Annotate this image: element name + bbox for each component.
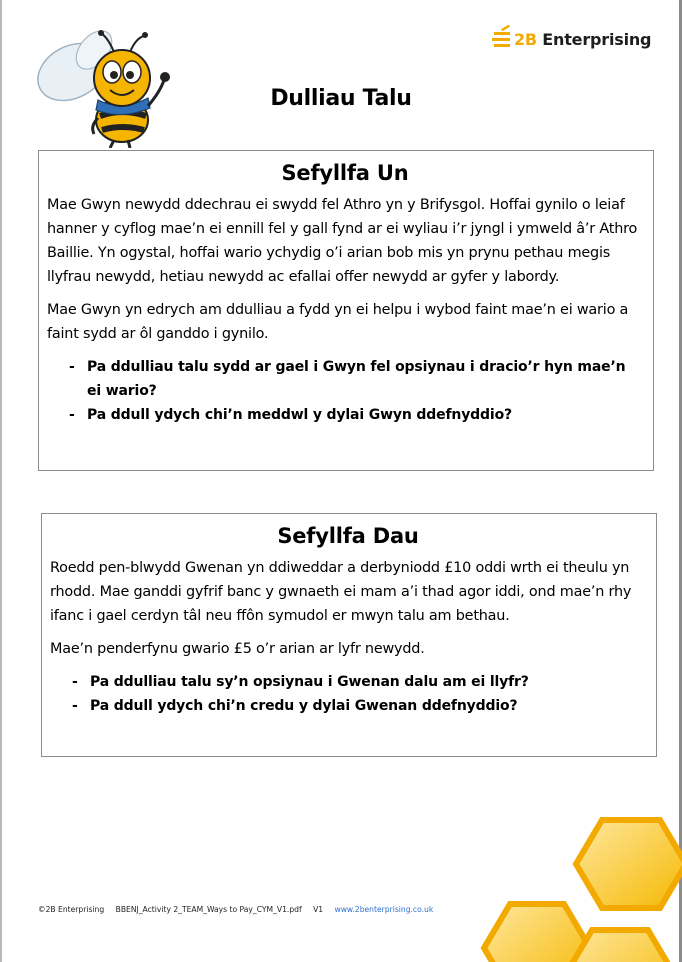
scenario-box-two xyxy=(41,513,657,757)
question-text: Pa ddulliau talu sy’n opsiynau i Gwenan dalu am ei llyfr? xyxy=(90,674,529,690)
honeycomb-hexagons-icon xyxy=(472,812,682,962)
list-dash: - xyxy=(72,698,78,714)
scenario-box-one xyxy=(38,150,654,471)
question-list xyxy=(50,670,646,718)
question-text: Pa ddulliau talu sydd ar gael i Gwyn fel opsiynau i dracio’r hyn mae’n ei wario? xyxy=(87,359,626,399)
list-dash: - xyxy=(69,407,75,423)
footer-url-link[interactable]: www.2benterprising.co.uk xyxy=(334,905,434,914)
page-title: Dulliau Talu xyxy=(270,86,412,111)
question-item xyxy=(69,403,643,427)
scenario-paragraph: Roedd pen-blwydd Gwenan yn ddiweddar a derbyniodd £10 oddi wrth ei theulu yn rhodd. Mae ganddi gyfrif banc y gwnaeth ei mam a’i thad agor iddi, ond mae’n rhy ifanc i gael cerdyn tâl neu ffôn symudol er mwyn talu am bethau. xyxy=(50,560,632,624)
question-item xyxy=(69,355,643,403)
brand-name xyxy=(514,30,651,49)
footer-version: V1 xyxy=(313,905,324,914)
brand-name-prefix: 2B xyxy=(514,29,537,49)
scenario-paragraph: Mae Gwyn yn edrych am ddulliau a fydd yn ei helpu i wybod faint mae’n ei wario a faint sydd ar ôl ganddo i gynilo. xyxy=(47,302,629,342)
list-dash: - xyxy=(69,359,75,375)
question-text: Pa ddull ydych chi’n credu y dylai Gwenan ddefnyddio? xyxy=(90,698,518,714)
list-dash: - xyxy=(72,674,78,690)
brand-bars-icon xyxy=(492,24,514,54)
scenario-paragraph: Mae Gwyn newydd ddechrau ei swydd fel Athro yn y Brifysgol. Hoffai gynilo o leiaf hanner y cyflog mae’n ei ennill fel y gall fynd ar ei wyliau i’r jyngl i ymweld â’r Athro Baillie. Yn ogystal, hoffai wario ychydig o’i arian bob mis yn prynu pethau megis llyfrau newydd, hetiau newydd ac efallai offer newydd ar gyfer y labordy. xyxy=(47,197,638,285)
footer-copyright: ©2B Enterprising xyxy=(38,905,105,914)
question-item xyxy=(72,670,646,694)
brand-name-suffix: Enterprising xyxy=(536,29,652,49)
scenario-title: Sefyllfa Dau xyxy=(277,524,419,548)
question-list xyxy=(47,355,643,427)
page-footer xyxy=(38,905,442,914)
bee-mascot-icon xyxy=(24,20,174,148)
footer-filename: BBENJ_Activity 2_TEAM_Ways to Pay_CYM_V1.pdf xyxy=(115,905,302,914)
scenario-paragraph: Mae’n penderfynu gwario £5 o’r arian ar lyfr newydd. xyxy=(50,641,425,657)
brand-logo xyxy=(492,24,651,54)
question-text: Pa ddull ydych chi’n meddwl y dylai Gwyn ddefnyddio? xyxy=(87,407,513,423)
scenario-title: Sefyllfa Un xyxy=(281,161,409,185)
page-edge-left xyxy=(0,0,2,962)
question-item xyxy=(72,694,646,718)
